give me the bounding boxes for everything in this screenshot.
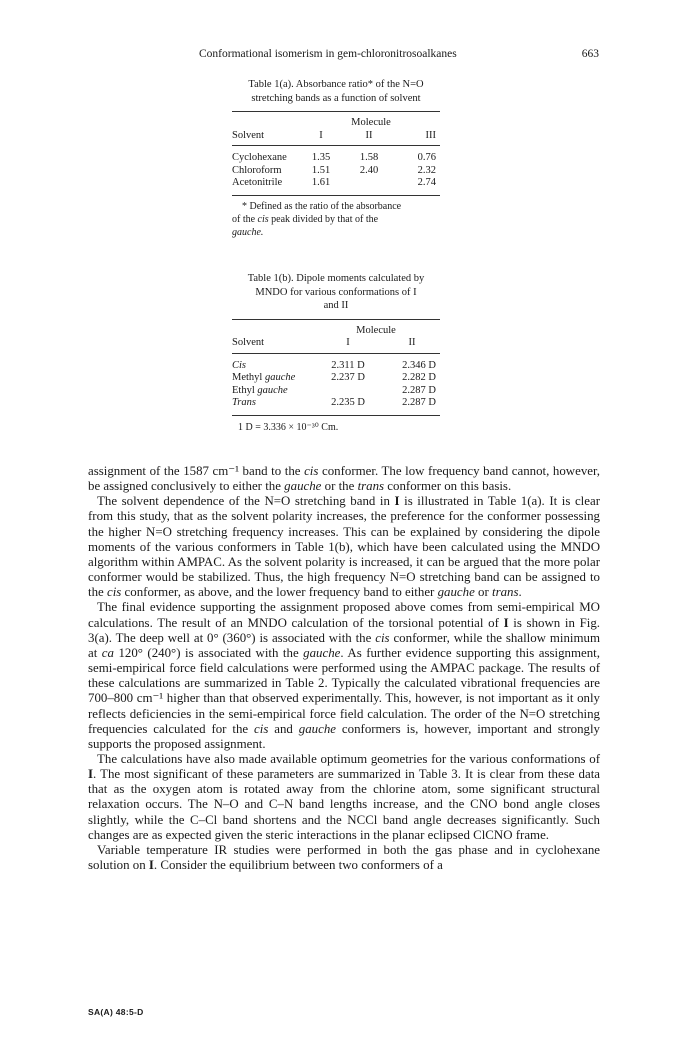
footnote-line: gauche.	[232, 226, 264, 238]
cell-value: 2.346 D	[402, 359, 436, 371]
text-run: gauche	[437, 585, 475, 600]
caption-line: and II	[323, 300, 349, 311]
table-header-col: II	[365, 129, 373, 141]
text-run: conformer, as above, and the lower frequency band to either	[121, 585, 438, 600]
cell-value: 1.58	[359, 152, 379, 163]
text-run: cis	[254, 721, 269, 736]
text-run: or	[474, 585, 492, 600]
text-run: conformers is, however, important and strongly supports the proposed assignment.	[88, 721, 601, 751]
text-run: assignment of the 1587 cm⁻¹ band to the	[88, 464, 305, 478]
running-title: Conformational isomerism in gem-chloronitrosoalkanes	[199, 48, 457, 60]
paragraph	[88, 752, 600, 843]
text-run: trans	[357, 479, 385, 494]
table-header-molecule: Molecule	[356, 324, 396, 336]
table-1a-caption	[232, 78, 440, 105]
text-run: gauche	[298, 721, 337, 736]
table-1a-grid	[232, 117, 440, 142]
text-run: . As further evidence supporting this assignment, semi-empirical force field calculations were performed using the AMPAC package. The results of these calculations are summarized in Table 2. Typically the calculated vibrational frequencies are 700–800 cm⁻¹ higher than that observed experimentally. This, however, is not important as it only reflects deficiencies in the semi-empirical force field calculation. The order of the N=O stretching frequencies calculated for the	[88, 645, 600, 736]
caption-line: Table 1(b). Dipole moments calculated by	[247, 273, 425, 284]
cell-value: 2.282 D	[402, 372, 436, 383]
paragraph	[88, 843, 600, 873]
table-1b-caption	[232, 272, 440, 313]
footer-code: SA(A) 48:5-D	[88, 1007, 144, 1017]
caption-line: stretching bands as a function of solvent	[251, 92, 421, 104]
table-row	[232, 397, 440, 410]
cell-value: 2.32	[417, 164, 436, 176]
text-run: cis	[106, 585, 122, 600]
cell-value: 2.235 D	[331, 397, 365, 408]
table-1b	[232, 272, 440, 434]
table-1b-grid	[232, 325, 440, 350]
footnote-line: * Defined as the ratio of the absorbance	[242, 200, 402, 212]
text-run: I	[503, 615, 509, 630]
cell-value: 2.40	[359, 164, 379, 176]
text-run: I	[88, 767, 94, 782]
table-1b-footnote: 1 D = 3.336 × 10⁻³⁰ Cm.	[238, 421, 339, 433]
text-run: .	[518, 585, 522, 600]
page-number: 663	[581, 48, 599, 60]
table-row	[232, 177, 440, 190]
paragraph	[88, 464, 600, 494]
table-header-solvent: Solvent	[232, 337, 265, 348]
paragraph	[88, 494, 600, 600]
cell-solvent: Chloroform	[232, 164, 282, 176]
table-row	[232, 152, 440, 165]
table-header-col: I	[319, 129, 323, 141]
table-row	[232, 360, 440, 373]
cell-value: 2.237 D	[331, 372, 365, 383]
cell-solvent: Cyclohexane	[232, 152, 287, 163]
text-run: gauche	[284, 479, 322, 494]
text-run: . The most significant of these parameters are summarized in Table 3. It is clear from these data that as the oxygen atom is rotated away from the chlorine atom, some significant structural relaxation occurs. The N–O and C–N band lengths increase, and the CNO bond angle closes slightly, while the C–Cl band shortens and the NCCl band angle decreases significantly. Such changes are as expected given the steric interactions in the planar eclipsed ClCNO frame.	[88, 767, 600, 842]
cell-value	[340, 177, 398, 190]
cell-conformation: Trans	[232, 397, 256, 408]
text-run: trans	[491, 585, 519, 600]
cell-conformation: Methyl gauche	[232, 372, 296, 383]
text-run: 120° (240°) is associated with the	[113, 645, 304, 660]
table-row	[232, 372, 440, 385]
table-row	[232, 385, 440, 398]
paragraph	[88, 600, 600, 752]
table-1a-body	[232, 152, 440, 190]
table-1b-body	[232, 360, 440, 410]
table-row	[232, 165, 440, 178]
running-header	[199, 48, 599, 64]
text-run: Variable temperature IR studies were performed in both the gas phase and in cyclohexane solution on	[88, 842, 600, 873]
table-1a	[232, 78, 440, 239]
text-run: and	[268, 721, 299, 736]
cell-value: 1.51	[311, 164, 331, 176]
cell-value: 2.287 D	[402, 397, 436, 408]
text-run: gauche	[303, 645, 341, 660]
text-run: conformer. The low frequency band cannot, however, be assigned conclusively to either the	[88, 464, 600, 494]
text-run: I	[148, 858, 154, 873]
table-1a-footnote	[232, 200, 440, 239]
text-run: cis	[375, 630, 390, 645]
text-run: cis	[304, 464, 319, 478]
cell-value: 0.76	[417, 152, 436, 163]
text-run: I	[394, 494, 400, 509]
table-header-col: II	[408, 337, 416, 348]
cell-solvent: Acetonitrile	[232, 177, 283, 188]
body-text	[88, 464, 600, 873]
cell-value	[312, 385, 384, 398]
cell-value: 2.311 D	[331, 359, 365, 371]
table-header-col: I	[346, 337, 350, 348]
cell-value: 1.61	[311, 177, 331, 188]
text-run: conformer, while the shallow minimum at	[88, 630, 601, 660]
text-run: is shown in Fig. 3(a). The deep well at 0° (360°) is associated with the	[88, 615, 600, 645]
text-run: conformer on this basis.	[384, 479, 512, 494]
text-run: ca	[101, 645, 114, 660]
text-run: The final evidence supporting the assignment proposed above comes from semi-empirical MO calculations. The result of an MNDO calculation of the torsional potential of	[88, 600, 600, 630]
cell-value: 2.74	[417, 177, 436, 188]
text-run: . Consider the equilibrium between two conformers of a	[153, 858, 443, 873]
table-header-molecule: Molecule	[351, 117, 391, 128]
caption-line: Table 1(a). Absorbance ratio* of the N=O	[248, 79, 424, 90]
footnote-line: of the cis peak divided by that of the	[232, 213, 379, 225]
caption-line: MNDO for various conformations of I	[255, 286, 417, 298]
cell-value: 2.287 D	[402, 384, 436, 396]
text-run: The calculations have also made available optimum geometries for the various conformations of	[97, 751, 600, 766]
table-header-solvent: Solvent	[232, 129, 265, 141]
text-run: or the	[321, 479, 358, 494]
cell-value: 1.35	[311, 152, 331, 163]
text-run: is illustrated in Table 1(a). It is clear from this study, that as the solvent polarity increases, the preference for the conformer possessing the higher N=O stretching frequency increases. This can be explained by considering the dipole moments of the various conformers in Table 1(b), which have been calculated using the MNDO algorithm within AMPAC. As the solvent polarity is increased, it can be argued that the more polar conformer would be stabilized. Thus, the high frequency N=O stretching band can be assigned to the	[88, 494, 600, 600]
cell-conformation: Ethyl gauche	[232, 384, 288, 396]
cell-conformation: Cis	[232, 359, 247, 371]
table-header-col: III	[425, 129, 436, 141]
text-run: The solvent dependence of the N=O stretching band in	[97, 494, 395, 509]
